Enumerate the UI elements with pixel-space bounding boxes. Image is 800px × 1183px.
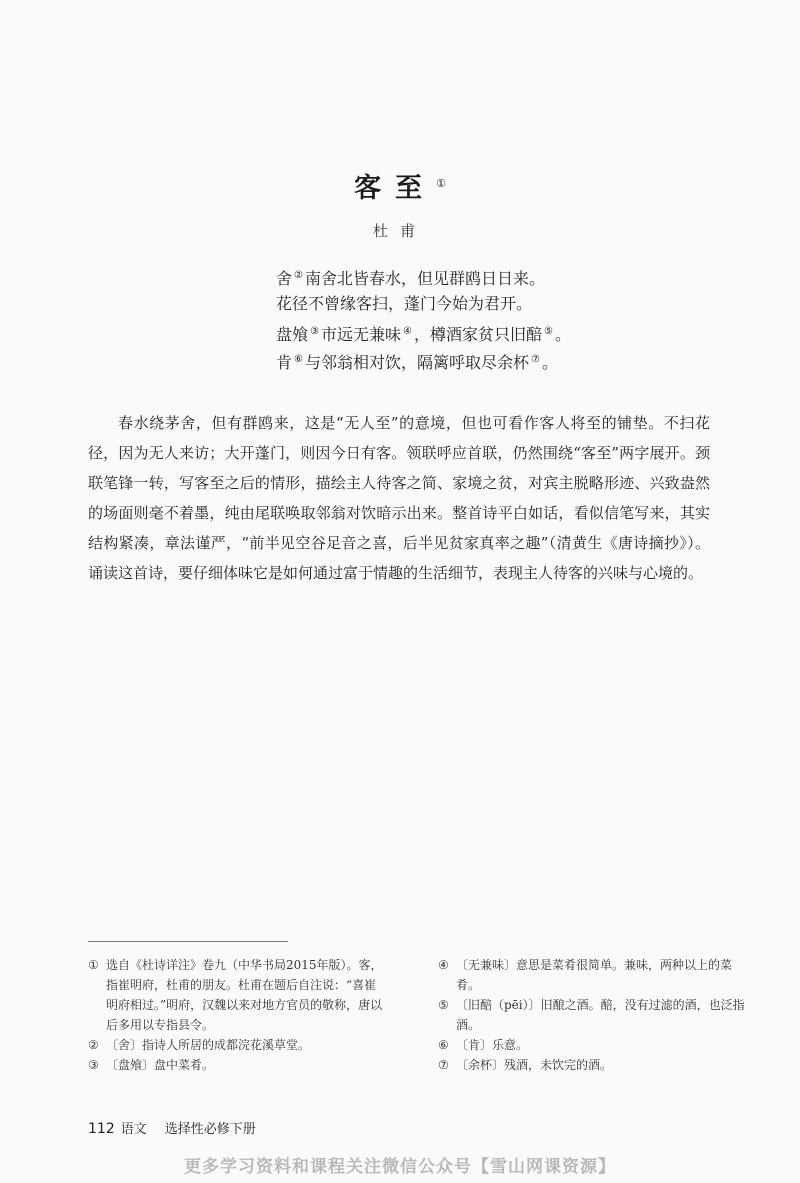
poem-text: 花径不曾缘客扫，蓬门今始为君开。: [276, 294, 533, 313]
poem-body: [276, 262, 616, 374]
footnote-text: 〔余杯〕残酒，未饮完的酒。: [456, 1058, 613, 1072]
footnote-item: [88, 1055, 388, 1075]
footnote-marker: ④: [403, 326, 412, 337]
footnote-text: 〔肯〕乐意。: [456, 1038, 529, 1052]
page-number: 112: [88, 1121, 115, 1137]
footnote-marker: ⑦: [531, 354, 540, 365]
footnote-text: 〔旧醅（pēi）〕旧酿之酒。醅，没有过滤的酒，也泛指酒。: [456, 998, 745, 1032]
footnote-text: 〔盘飧〕盘中菜肴。: [106, 1058, 215, 1072]
footnotes-right-column: [438, 955, 748, 1075]
poem-text: 。: [541, 353, 558, 372]
page-footer: [88, 1118, 256, 1137]
poem-text: 与邻翁相对饮，隔篱呼取尽余杯: [304, 353, 529, 372]
footnote-number: ⑦: [438, 1058, 449, 1072]
poem-line-4: [276, 346, 616, 374]
poem-text: 市远无兼味: [320, 325, 401, 344]
footnote-number: ⑥: [438, 1038, 449, 1052]
footnote-marker: ③: [310, 326, 319, 337]
footnote-divider: [88, 941, 288, 942]
footnote-text: 选自《杜诗详注》卷九（中华书局2015年版）。客，指崔明府，杜甫的朋友。杜甫在题后自注说：“喜崔明府相过。”明府，汉魏以来对地方官员的敬称，唐以后多用以专指县令。: [106, 958, 383, 1032]
footnote-number: ①: [88, 958, 99, 972]
poem-text: 南舍北皆春水，但见群鸥日日来。: [304, 269, 545, 288]
poem-line-2: [276, 290, 616, 318]
footnote-item: [88, 955, 388, 1035]
footnote-item: [438, 995, 748, 1035]
footnote-number: ③: [88, 1058, 99, 1072]
footnote-item: [438, 955, 748, 995]
footnote-marker: ②: [294, 270, 303, 281]
footnote-number: ②: [88, 1038, 99, 1052]
footnote-item: [438, 1035, 748, 1055]
poem-text: 。: [554, 325, 571, 344]
poem-text: ，樽酒家贫只旧醅: [413, 325, 542, 344]
poem-line-1: [276, 262, 616, 290]
footnotes-left-column: [88, 955, 388, 1075]
footnote-number: ④: [438, 958, 449, 972]
footnote-item: [88, 1035, 388, 1055]
series-label: 选择性必修下册: [164, 1122, 256, 1137]
poem-title: [0, 166, 800, 205]
footnote-text: 〔无兼味〕意思是菜肴很简单。兼味，两种以上的菜肴。: [456, 958, 733, 992]
footnote-marker: ⑤: [543, 326, 553, 337]
poem-text: 盘飧: [276, 325, 309, 344]
title-footnote-marker: ①: [436, 177, 446, 190]
footnote-item: [438, 1055, 748, 1075]
footnote-marker: ⑥: [294, 354, 303, 365]
footnote-number: ⑤: [438, 998, 449, 1012]
poem-text: 舍: [276, 269, 293, 288]
poem-text: 肯: [276, 353, 293, 372]
watermark-text: 更多学习资料和课程关注微信公众号【雪山网课资源】: [184, 1157, 616, 1177]
poem-author: 杜甫: [372, 222, 427, 240]
commentary-paragraph: 春水绕茅舍，但有群鸥来，这是“无人至”的意境，但也可看作客人将至的铺垫。不扫花径，因为无人来访；大开蓬门，则因今日有客。领联呼应首联，仍然围绕“客至”两字展开。颈联笔锋一转，写客至之后的情形，描绘主人待客之简、家境之贫，对宾主脱略形迹、兴致盎然的场面则毫不着墨，纯由尾联唤取邻翁对饮暗示出来。整首诗平白如话，看似信笔写来，其实结构紧凑，章法谨严，“前半见空谷足音之喜，后半见贫家真率之趣”（清黄生《唐诗摘抄》）。诵读这首诗，要仔细体味它是如何通过富于情趣的生活细节，表现主人待客的兴味与心境的。: [88, 414, 710, 582]
subject-label: 语文: [120, 1122, 147, 1137]
poem-line-3: [276, 318, 616, 346]
footnote-text: 〔舍〕指诗人所居的成都浣花溪草堂。: [106, 1038, 311, 1052]
poem-title-text: 客至: [354, 173, 437, 204]
